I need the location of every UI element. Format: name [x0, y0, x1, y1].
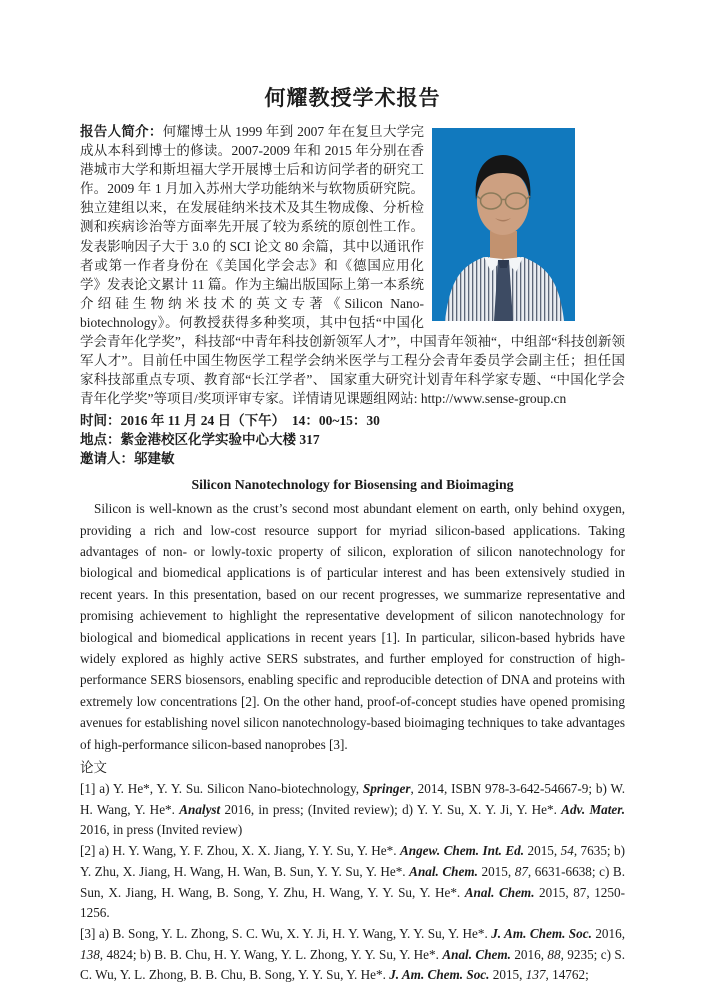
- bio-label: 报告人简介：: [80, 124, 163, 139]
- detail-location: [80, 431, 625, 450]
- speaker-bio: [80, 122, 625, 408]
- event-details: [80, 412, 625, 468]
- talk-abstract: Silicon is well-known as the crust’s second most abundant element on earth, only behind oxygen, providing a rich and low-cost resource support for myriad silicon-based applications. Taking advantages of non- or lowly-toxic property of silicon, exploration of silicon nanotechnology for biological and biomedical applications is of particular interest and has been extensively studied in recent years. In this presentation, based on our recent progresses, we summarize representative and promising achievement to highlight the representative development of silicon nanotechnology for biological and biomedical applications in recent years [1]. In particular, silicon-based hybrids have widely explored as highly active SERS substrates, and further employed for construction of high-performance SERS biosensors, enabling specific and reproducible detection of DNA and proteins with extremely low concentrations [2]. On the other hand, proof-of-concept studies have opened promising avenues for establishing novel silicon nanotechnology-based bioimaging techniques to take advantages of high-performance silicon-based nanoprobes [3].: [80, 501, 625, 752]
- reference-item-2: [2] a) H. Y. Wang, Y. F. Zhou, X. X. Jiang, Y. Y. Su, Y. He*. Angew. Chem. Int. Ed. 2015, 54, 7635; b) Y. Zhu, X. Jiang, H. Wang, H. Wan, B. Sun, Y. Y. Su, Y. He*. Anal. Chem. 2015, 87, 6631-6638; c) B. Sun, X. Jiang, H. Wang, B. Song, Y. Zhu, H. Wang, Y. Y. Su, Y. He*. Anal. Chem. 2015, 87, 1250-1256.: [80, 843, 625, 921]
- detail-location-label: 地点: [80, 432, 107, 447]
- talk-title: Silicon Nanotechnology for Biosensing and Bioimaging: [191, 477, 514, 493]
- reference-item-1: [1] a) Y. He*, Y. Y. Su. Silicon Nano-biotechnology, Springer, 2014, ISBN 978-3-642-54667-9; b) W. H. Wang, Y. He*. Analyst 2016, in press; (Invited review); d) Y. Y. Su, X. Y. Ji, Y. He*. Adv. Mater. 2016, in press (Invited review): [80, 781, 625, 838]
- detail-time-value: ：2016 年 11 月 24 日（下午） 14：00~15：30: [107, 413, 380, 429]
- publications-heading: 论文: [80, 760, 107, 776]
- portrait-photo-graphic: [432, 128, 575, 321]
- detail-location-value: ：紫金港校区化学实验中心大楼 317: [107, 432, 320, 447]
- detail-inviter: [80, 450, 625, 469]
- reference-item-3: [3] a) B. Song, Y. L. Zhong, S. C. Wu, X. Y. Ji, H. Y. Wang, Y. Y. Su, Y. He*. J. Am. Chem. Soc. 2016, 138, 4824; b) B. B. Chu, H. Y. Wang, Y. L. Zhong, Y. Y. Su, Y. He*. Anal. Chem. 2016, 88, 9235; c) S. C. Wu, Y. L. Zhong, B. B. Chu, B. Song, Y. Y. Su, Y. He*. J. Am. Chem. Soc. 2015, 137, 14762;: [80, 925, 626, 983]
- detail-time-label: 时间: [80, 413, 107, 429]
- speaker-photo: [432, 128, 575, 321]
- detail-inviter-value: ：邬建敏: [120, 450, 175, 466]
- detail-inviter-label: 邀请人: [80, 450, 121, 466]
- detail-time: [80, 412, 625, 431]
- website-url: http://www.sense-group.cn: [420, 391, 567, 407]
- page-title: 何耀教授学术报告: [264, 86, 441, 110]
- bio-text: 何耀博士从 1999 年到 2007 年在复旦大学完成从本科到博士的修读。2007-2009 年和 2015 年分别在香港城市大学和斯坦福大学开展博士后和访问学者的研究工作。2009 年 1 月加入苏州大学功能纳米与软物质研究院。独立建组以来，在发展硅纳米技术及其生物成像、分析检测和疾病诊治等方面率先开展了较为系统的原创性工作。发表影响因子大于 3.0 的 SCI 论文 80 余篇，其中以通讯作者或第一作者身份在《美国化学会志》和《德国应用化学》发表论文累计 11 篇。作为主编出版国际上第一本系统介绍硅生物纳米技术的英文专著《Silicon Nano-biotechnology》。何教授获得多种奖项，其中包括“中国化学会青年化学奖”，科技部“中青年科技创新领军人才”，中国青年领袖“，中组部“科技创新领军人才”。目前任中国生物医学工程学会纳米医学与工程分会青年委员学会副主任；担任国家科技部重点专项、教育部“长江学者”、 国家重大研究计划青年科学家专题、“中国化学会青年化学奖”等项目/奖项评审专家。详情请见课题组网站:: [80, 124, 625, 407]
